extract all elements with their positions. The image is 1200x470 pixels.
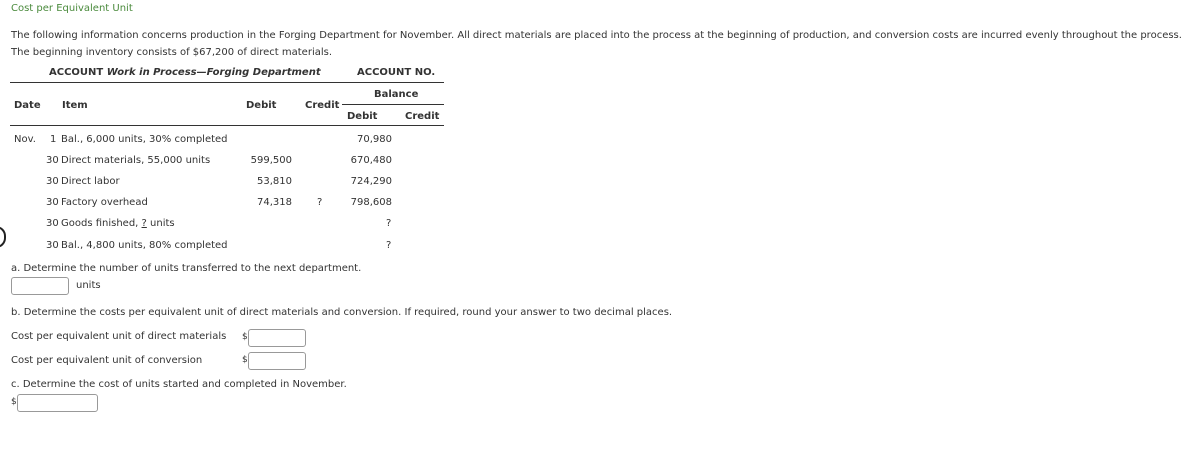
row-5-day: 30	[46, 218, 59, 229]
row-3-bal-debit: 724,290	[350, 176, 392, 187]
conversion-label: Cost per equivalent unit of conversion	[11, 355, 203, 366]
question-a: a. Determine the number of units transferred to the next department.	[11, 263, 362, 274]
row-3-debit: 53,810	[257, 176, 292, 187]
started-completed-dollar: $	[11, 397, 17, 407]
row-4-credit: ?	[317, 197, 323, 208]
col-date: Date	[14, 100, 41, 111]
page-title: Cost per Equivalent Unit	[11, 3, 133, 14]
row-1-day: 1	[50, 134, 57, 145]
row-1-bal-debit: 70,980	[357, 134, 392, 145]
materials-label: Cost per equivalent unit of direct materials	[11, 331, 227, 342]
scroll-edge-mark	[0, 226, 6, 248]
col-debit: Debit	[246, 100, 277, 111]
row-1-item: Bal., 6,000 units, 30% completed	[61, 134, 228, 145]
question-b: b. Determine the costs per equivalent unit of direct materials and conversion. If required, round your answer to two decimal places.	[11, 307, 673, 318]
row-2-debit: 599,500	[250, 155, 292, 166]
conversion-cost-input[interactable]	[248, 352, 306, 370]
row-3-item: Direct labor	[61, 176, 120, 187]
materials-cost-input[interactable]	[248, 329, 306, 347]
row-5-item-prefix: Goods finished,	[61, 218, 142, 229]
row-4-item: Factory overhead	[61, 197, 148, 208]
units-label: units	[76, 280, 101, 291]
row-2-bal-debit: 670,480	[350, 155, 392, 166]
problem-intro: The following information concerns production in the Forging Department for November. All direct materials are placed into the process at the beginning of production, and conversion costs are incurred evenly throughout the process. The beginning inventory consists of $67,200 of direct materials.	[11, 30, 1182, 58]
balance-underline	[342, 104, 444, 105]
col-credit: Credit	[305, 100, 340, 111]
row-3-day: 30	[46, 176, 59, 187]
row-2-day: 30	[46, 155, 59, 166]
account-number-label: ACCOUNT NO.	[357, 67, 436, 78]
units-transferred-input[interactable]	[11, 277, 69, 295]
col-balance-debit: Debit	[347, 111, 378, 122]
row-5-item-suffix: units	[146, 218, 175, 229]
row-5-bal-debit: ?	[386, 218, 392, 229]
row-6-day: 30	[46, 240, 59, 251]
row-5-item	[61, 218, 175, 229]
materials-dollar: $	[242, 332, 248, 342]
row-2-item: Direct materials, 55,000 units	[61, 155, 211, 166]
row-4-bal-debit: 798,608	[350, 197, 392, 208]
started-completed-cost-input[interactable]	[17, 394, 98, 412]
col-balance-credit: Credit	[405, 111, 440, 122]
account-label	[49, 67, 321, 78]
row-4-debit: 74,318	[257, 197, 292, 208]
account-name: Work in Process—Forging Department	[106, 67, 321, 78]
header-underline	[10, 125, 444, 126]
row-1-month: Nov.	[14, 134, 36, 145]
row-6-bal-debit: ?	[386, 240, 392, 251]
question-c: c. Determine the cost of units started and completed in November.	[11, 379, 347, 390]
account-label-text: ACCOUNT	[49, 67, 104, 78]
row-5-item-unknown: ?	[141, 218, 147, 229]
account-underline	[10, 82, 444, 83]
conversion-dollar: $	[242, 355, 248, 365]
row-4-day: 30	[46, 197, 59, 208]
col-item: Item	[62, 100, 88, 111]
row-6-item: Bal., 4,800 units, 80% completed	[61, 240, 228, 251]
col-balance: Balance	[374, 89, 419, 100]
